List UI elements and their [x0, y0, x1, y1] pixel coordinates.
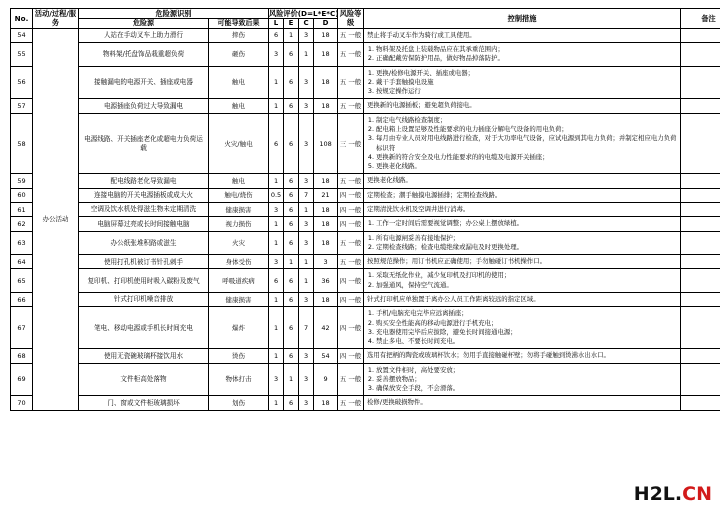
cell-consequence: 物体打击 — [209, 363, 269, 396]
cell-e: 6 — [284, 307, 299, 349]
table-row — [11, 269, 720, 293]
cell-no: 61 — [11, 202, 33, 216]
cell-e: 6 — [284, 231, 299, 255]
cell-d: 21 — [314, 188, 338, 202]
control-item: 4. 更换新的符合安全及电力性能要求的的电缆及电源开关插座； — [376, 153, 677, 162]
cell-control — [364, 202, 681, 216]
cell-e: 1 — [284, 363, 299, 396]
cell-d: 42 — [314, 307, 338, 349]
cell-hazard: 空调及饮水机处得滋生物未定期清洗 — [79, 202, 209, 216]
cell-hazard: 人站在手动叉车上助力滑行 — [79, 28, 209, 42]
cell-d: 18 — [314, 99, 338, 113]
cell-c: 1 — [299, 202, 314, 216]
header-e: E — [284, 19, 299, 29]
table-row — [11, 292, 720, 306]
control-text: 针式打印机应单独置于离办公人员工作距离较远的指定区域。 — [367, 294, 540, 303]
watermark-cn: CN — [682, 483, 712, 505]
cell-e: 6 — [284, 188, 299, 202]
control-item: 1. 物料架及托盘上装载物品应在其承重范围内； — [376, 45, 677, 54]
cell-remark — [681, 396, 720, 410]
control-item: 1. 更换/检修电源开关、插座或电器； — [376, 69, 677, 78]
cell-hazard: 电源线路、开关插座老化或超电力负荷运载 — [79, 113, 209, 174]
cell-control — [364, 307, 681, 349]
header-level: 风险等级 — [338, 9, 364, 29]
cell-no: 56 — [11, 66, 33, 99]
cell-control — [364, 269, 681, 293]
cell-consequence: 呼吸道疾病 — [209, 269, 269, 293]
header-l: L — [269, 19, 284, 29]
cell-level: 五 一般 — [338, 255, 364, 269]
cell-l: 6 — [269, 113, 284, 174]
cell-level: 四 一般 — [338, 269, 364, 293]
cell-control — [364, 43, 681, 67]
control-text: 按照规范操作；用订书机应正确使用；手勿触碰订书机操作口。 — [367, 257, 546, 266]
header-c: C — [299, 19, 314, 29]
cell-c: 1 — [299, 43, 314, 67]
cell-hazard: 连接电脑的开关电源插板或成大火 — [79, 188, 209, 202]
cell-consequence: 砸伤 — [209, 43, 269, 67]
table-row — [11, 99, 720, 113]
cell-control — [364, 28, 681, 42]
cell-remark — [681, 188, 720, 202]
cell-activity: 办公活动 — [33, 28, 79, 410]
cell-hazard: 接触漏电的电源开关、插座或电器 — [79, 66, 209, 99]
cell-e: 6 — [284, 99, 299, 113]
table-row — [11, 396, 720, 410]
control-item: 4. 禁止多电、不要长时间充电。 — [376, 337, 677, 346]
watermark-h2l: H2L — [633, 483, 675, 505]
cell-hazard: 办公纸张堆积路或滋生 — [79, 231, 209, 255]
cell-e: 6 — [284, 292, 299, 306]
cell-remark — [681, 292, 720, 306]
cell-c: 3 — [299, 99, 314, 113]
cell-level: 四 一般 — [338, 188, 364, 202]
control-text: 检修/更换破损物件。 — [367, 398, 427, 407]
cell-level: 三 一般 — [338, 113, 364, 174]
header-remark: 备注 — [681, 9, 720, 29]
control-item: 1. 制定电气线路检查制度； — [376, 116, 677, 125]
cell-l: 6 — [269, 28, 284, 42]
table-row — [11, 188, 720, 202]
cell-l: 1 — [269, 174, 284, 188]
cell-hazard: 电源插座负荷过大导致漏电 — [79, 99, 209, 113]
cell-e: 6 — [284, 349, 299, 363]
cell-e: 1 — [284, 255, 299, 269]
cell-c: 3 — [299, 217, 314, 231]
cell-no: 67 — [11, 307, 33, 349]
cell-remark — [681, 217, 720, 231]
cell-control — [364, 292, 681, 306]
control-item: 1. 手机/电脑充电完毕应远离插座； — [376, 309, 677, 318]
cell-hazard: 针式打印机噪音排放 — [79, 292, 209, 306]
cell-no: 58 — [11, 113, 33, 174]
cell-consequence: 视力损伤 — [209, 217, 269, 231]
cell-no: 57 — [11, 99, 33, 113]
cell-control — [364, 349, 681, 363]
cell-e: 1 — [284, 28, 299, 42]
table-row — [11, 113, 720, 174]
cell-no: 68 — [11, 349, 33, 363]
cell-d: 54 — [314, 349, 338, 363]
cell-hazard: 文件柜高处落物 — [79, 363, 209, 396]
cell-control — [364, 217, 681, 231]
cell-hazard: 笔电、移动电源或手机长时间充电 — [79, 307, 209, 349]
cell-e: 6 — [284, 43, 299, 67]
cell-l: 3 — [269, 363, 284, 396]
cell-level: 五 一般 — [338, 28, 364, 42]
cell-hazard: 复印机、打印机使用时吸入碳粉及废气 — [79, 269, 209, 293]
table-row — [11, 231, 720, 255]
cell-consequence: 爆炸 — [209, 307, 269, 349]
header-control: 控制措施 — [364, 9, 681, 29]
control-item: 2. 正确配戴劳保防护用品，做好物品掉落防护。 — [376, 54, 677, 63]
cell-l: 1 — [269, 349, 284, 363]
cell-remark — [681, 99, 720, 113]
cell-c: 3 — [299, 396, 314, 410]
cell-l: 3 — [269, 202, 284, 216]
cell-remark — [681, 255, 720, 269]
cell-remark — [681, 202, 720, 216]
cell-control — [364, 66, 681, 99]
cell-level: 四 一般 — [338, 307, 364, 349]
cell-c: 3 — [299, 66, 314, 99]
cell-c: 3 — [299, 174, 314, 188]
cell-d: 36 — [314, 269, 338, 293]
control-text: 禁止将手动叉车作为骑行或工具使用。 — [367, 30, 476, 39]
cell-remark — [681, 269, 720, 293]
cell-c: 7 — [299, 307, 314, 349]
cell-l: 1 — [269, 217, 284, 231]
cell-control — [364, 363, 681, 396]
cell-l: 1 — [269, 396, 284, 410]
cell-no: 54 — [11, 28, 33, 42]
cell-hazard: 使用打孔机被订书针孔刺手 — [79, 255, 209, 269]
control-item: 3. 充电器使用完毕后应拔除，避免长时间接通电源； — [376, 328, 677, 337]
table-row — [11, 255, 720, 269]
cell-d: 18 — [314, 202, 338, 216]
cell-hazard: 物料架/托盘饰品栽重超负荷 — [79, 43, 209, 67]
cell-e: 6 — [284, 217, 299, 231]
cell-consequence: 火灾/触电 — [209, 113, 269, 174]
cell-c: 3 — [299, 363, 314, 396]
control-item: 3. 确保放安全手段，不会滑落。 — [376, 384, 677, 393]
cell-l: 1 — [269, 292, 284, 306]
cell-l: 1 — [269, 231, 284, 255]
cell-l: 1 — [269, 99, 284, 113]
cell-l: 3 — [269, 255, 284, 269]
header-hazard: 危险源 — [79, 19, 209, 29]
cell-d: 18 — [314, 28, 338, 42]
table-body — [11, 28, 720, 410]
cell-no: 66 — [11, 292, 33, 306]
control-item: 3. 按规定操作运行 — [376, 87, 677, 96]
control-item: 2. 妥善摆放物品； — [376, 375, 677, 384]
cell-level: 五 一般 — [338, 174, 364, 188]
cell-d: 18 — [314, 217, 338, 231]
cell-l: 0.5 — [269, 188, 284, 202]
header-no: No. — [11, 9, 33, 29]
cell-consequence: 火灾 — [209, 231, 269, 255]
cell-no: 64 — [11, 255, 33, 269]
control-text: 定期检查；潮手触摸电源插排；定期检查线路。 — [367, 190, 502, 199]
table-row — [11, 363, 720, 396]
cell-d: 18 — [314, 66, 338, 99]
cell-level: 五 一般 — [338, 99, 364, 113]
cell-level: 五 一般 — [338, 396, 364, 410]
cell-c: 3 — [299, 349, 314, 363]
cell-consequence: 划伤 — [209, 396, 269, 410]
control-item: 2. 加强通风，保持空气流通。 — [376, 281, 677, 290]
control-item: 1. 工作一定时间后需要视觉调整；办公桌上摆放绿植。 — [376, 219, 677, 228]
cell-level: 五 一般 — [338, 363, 364, 396]
table-row — [11, 349, 720, 363]
cell-d: 18 — [314, 174, 338, 188]
cell-no: 60 — [11, 188, 33, 202]
cell-e: 6 — [284, 174, 299, 188]
table-row — [11, 43, 720, 67]
cell-d: 18 — [314, 396, 338, 410]
cell-consequence: 健康损害 — [209, 292, 269, 306]
cell-remark — [681, 43, 720, 67]
control-item: 2. 定期检查线路；检查电缆绝缘或漏电及时更换处理。 — [376, 243, 677, 252]
cell-remark — [681, 363, 720, 396]
header-group-eval: 风险评价(D=L*E*C) — [269, 9, 339, 18]
cell-consequence: 触电 — [209, 66, 269, 99]
cell-no: 62 — [11, 217, 33, 231]
cell-level: 四 一般 — [338, 349, 364, 363]
control-item: 2. 配电箱上设置足够及性能要求的电力插座分解电气设备的用电负荷； — [376, 125, 677, 134]
cell-e: 6 — [284, 202, 299, 216]
cell-level: 五 一般 — [338, 66, 364, 99]
table-row — [11, 66, 720, 99]
cell-control — [364, 231, 681, 255]
cell-control — [364, 113, 681, 174]
watermark — [634, 483, 712, 505]
cell-no: 70 — [11, 396, 33, 410]
table-row — [11, 307, 720, 349]
cell-level: 四 一般 — [338, 217, 364, 231]
cell-level: 五 一般 — [338, 43, 364, 67]
cell-remark — [681, 174, 720, 188]
cell-d: 18 — [314, 231, 338, 255]
cell-remark — [681, 307, 720, 349]
control-item: 1. 所有电源闸妥善有接地保护； — [376, 234, 677, 243]
cell-c: 1 — [299, 269, 314, 293]
cell-consequence: 健康损害 — [209, 202, 269, 216]
cell-e: 6 — [284, 396, 299, 410]
cell-hazard: 配电线路老化导致漏电 — [79, 174, 209, 188]
cell-no: 65 — [11, 269, 33, 293]
control-item: 1. 采取无纸化作业，减少复印机及打印机的使用； — [376, 271, 677, 280]
header-group-identify: 危险源识别 — [79, 9, 269, 19]
control-text: 选用有把柄的陶瓷或玻璃杯饮水；勿用手直接触碰杯壁；勿将手碰触到烫沸水出水口。 — [367, 351, 610, 360]
cell-c: 3 — [299, 292, 314, 306]
cell-remark — [681, 349, 720, 363]
cell-e: 6 — [284, 66, 299, 99]
control-item: 5. 更换老化线路。 — [376, 162, 677, 171]
cell-c: 3 — [299, 28, 314, 42]
control-item: 2. 戴干手套触摸电设施 — [376, 78, 677, 87]
cell-control — [364, 99, 681, 113]
cell-l: 1 — [269, 66, 284, 99]
cell-control — [364, 174, 681, 188]
cell-hazard: 电脑屏幕过亮或长时间接触电脑 — [79, 217, 209, 231]
cell-l: 6 — [269, 269, 284, 293]
control-text: 更换新的电源插板；避免超负荷接电。 — [367, 101, 476, 110]
cell-c: 1 — [299, 255, 314, 269]
cell-e: 6 — [284, 113, 299, 174]
cell-hazard: 门、窗或文件柜玻璃损坏 — [79, 396, 209, 410]
cell-no: 63 — [11, 231, 33, 255]
control-item: 3. 每月由专业人员对用电线路进行检查，对于大功率电气设备，应试电源到其电力负荷；并制定相应电力负荷标识符 — [376, 134, 677, 153]
header-consequence: 可能导致后果 — [209, 19, 269, 29]
cell-level: 四 一般 — [338, 202, 364, 216]
cell-consequence: 触电 — [209, 99, 269, 113]
cell-d: 18 — [314, 292, 338, 306]
control-text: 更换老化线路。 — [367, 176, 412, 185]
cell-remark — [681, 66, 720, 99]
table-row — [11, 174, 720, 188]
cell-c: 3 — [299, 113, 314, 174]
cell-no: 69 — [11, 363, 33, 396]
cell-no: 59 — [11, 174, 33, 188]
cell-consequence: 触电/烧伤 — [209, 188, 269, 202]
table-header-row-1 — [11, 9, 720, 19]
cell-control — [364, 396, 681, 410]
cell-c: 7 — [299, 188, 314, 202]
cell-d: 18 — [314, 43, 338, 67]
control-item: 1. 放置文件柜时，高处要安放； — [376, 366, 677, 375]
control-text: 定期清洗饮水机及空调井进行消毒。 — [367, 204, 470, 213]
cell-consequence: 烫伤 — [209, 349, 269, 363]
cell-control — [364, 188, 681, 202]
table-row — [11, 202, 720, 216]
control-item: 2. 购买安全性能高的移动电源进行手机充电； — [376, 319, 677, 328]
cell-remark — [681, 113, 720, 174]
cell-d: 108 — [314, 113, 338, 174]
cell-consequence: 触电 — [209, 174, 269, 188]
watermark-dot: . — [674, 483, 683, 505]
cell-consequence: 摔伤 — [209, 28, 269, 42]
cell-level: 四 一般 — [338, 292, 364, 306]
cell-control — [364, 255, 681, 269]
risk-assessment-table — [10, 8, 720, 411]
cell-e: 6 — [284, 269, 299, 293]
cell-c: 3 — [299, 231, 314, 255]
cell-consequence: 身体受伤 — [209, 255, 269, 269]
table-row — [11, 28, 720, 42]
cell-d: 3 — [314, 255, 338, 269]
header-d: D — [314, 19, 338, 29]
header-activity: 活动/过程/服务 — [33, 9, 79, 29]
table-row — [11, 217, 720, 231]
cell-remark — [681, 28, 720, 42]
cell-level: 五 一般 — [338, 231, 364, 255]
cell-d: 9 — [314, 363, 338, 396]
cell-l: 3 — [269, 43, 284, 67]
cell-hazard: 使用无瓷碗玻璃杯接饮用水 — [79, 349, 209, 363]
cell-remark — [681, 231, 720, 255]
cell-l: 1 — [269, 307, 284, 349]
cell-no: 55 — [11, 43, 33, 67]
